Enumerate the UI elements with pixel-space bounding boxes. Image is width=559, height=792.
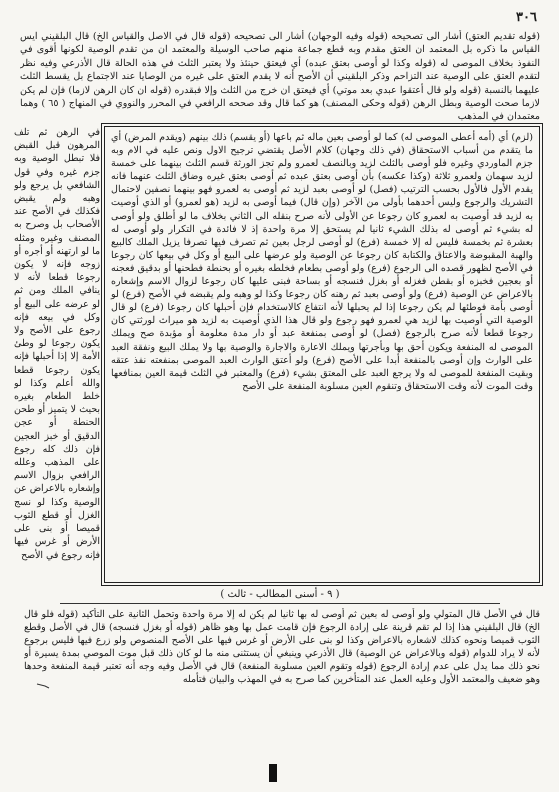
top-commentary — [20, 30, 540, 122]
side-commentary — [14, 126, 100, 584]
volume-label: ( ٩ - أسنى المطالب - ثالث ) — [220, 589, 340, 600]
side-commentary-text: في الرهن ثم تلف المرهون قبل القبض فلا تبطل الوصية وبه جزم غيره وفي قول الشافعي بل يرجع ولو وهبه ولم يقبض فكذلك في الأصح عند الأصحاب بل وصرح به المصنف وغيره ومثله ما لو ارتهنه أو أجره أو زوجه فإنه لا يكون رجوعا قطعا لأنه لا ينافي الملك ومن ثم لو عرضه على البيع أو وكل في بيعه فإنه رجوع على الأصح ولا يكون رجوعا لو وطئ الأمة إلا إذا أحبلها فإنه يكون رجوعا قطعا والله أعلم وكذا لو خلط الطعام بغيره بحيث لا يتميز أو طحن الحنطة أو عجن الدقيق أو خبز العجين فإن ذلك كله رجوع على المذهب وعلله الرافعي بزوال الاسم وإشعاره بالاعراض عن الوصية وكذا لو نسج الغزل أو قطع الثوب قميصا أو بنى على الأرض أو غرس فيها فإنه رجوع في الأصح — [14, 127, 100, 561]
top-commentary-text: (قوله تقديم العتق) أشار الى تصحيحه (قوله وفيه الوجهان) أشار الى تصحيحه (قوله قال في الاصل والقياس الخ) قال البلقيني ايس القياس ما ذكره بل المعتمد ان العتق مقدم وبه قطع جماعة منهم صاحب الوسيلة والمعتمد ان من تقدم الوصية لكونها أقوى في النفوذ بخلاف الموصى له (قوله وكذا لو أوصى بعتق عبده) أي فيعتق حينئذ ولا يعتبر الثلث في هذه الحالة قال الأذرعي وفيه نظر لتقدم العتق على الوصية عند التزاحم وذكر البلقيني أن الأصح أنه لا يقدم العتق على غيره من الوصايا عند الاجتماع بل يقسط الثلث عليهما بالنسبة (قوله ولو قال أعتقوا عبدي بعد موتي) أي فيعتق ان خرج من الثلث وإلا فبقدره (قوله ان كان الرهن لازما) فإن لم يكن لازما صحت الوصية وبطل الرهن (قوله وحكى المصنف) هو كما قال وقد صححه الرافعي في المحرر والنووي في المنهاج ( ٦٥ ) وهما معتمدان في المذهب — [20, 31, 540, 122]
bottom-commentary-text: قال في الأصل قال المتولي ولو أوصى له بعين ثم أوصى له بها ثانيا لم يكن له إلا مرة واحدة وتحمل الثانية على التأكيد (قوله فلو قال الخ) قال البلقيني هذا إذا لم تقم قرينة على إرادة الرجوع فإن قامت عمل بها وهو ظاهر (قوله أو بغزل فنسجه) قال في الأصل وقطع الثوب قميصا ونحوه كذلك لاشعاره بالاعراض وكذا لو بنى على الأرض أو غرس فيها على الأصح المنصوص ولو زرع فيها فليس برجوع لأنه لا يراد للدوام (قوله وبالاعراض عن الوصية) قال الأذرعي وينبغي أن يستثنى منه ما لو كان ذلك قبل موت الموصي بمدة يسيرة أو نحو ذلك مما يدل على عدم إرادة الرجوع (قوله وتقوم العين مسلوبة المنفعة) قال في الأصل وفيه وجه أنه تعتبر قيمة المنفعة وحدها وهو ضعيف والمعتمد الأول وعليه العمل عند المتأخرين كما صرح به في المهذب والبيان فتأمله — [24, 609, 540, 685]
divider-line — [60, 603, 500, 604]
bottom-commentary — [24, 608, 540, 740]
ink-mark — [36, 683, 50, 689]
binding-mark — [268, 764, 278, 782]
main-text: (لزم) أي (أمه أعطى الموصى له) كما لو أوصى بعين ماله ثم باعها (أو يقسم) ذلك بينهم (ويقدم المرض) أي ما يتقدم من أسباب الاستحقاق (في ذلك وجهان) كلام الأصل يقتضي ترجيح الاول ونص عليه في الام وبه جزم الماوردي وغيره فلو أوصى بالثلث لزيد وبالنصف لعمرو ولم تجز الورثة قسم الثلث بينهما على خمسة لزيد سهمان ولعمرو ثلاثة (وكذا عكسه) بأن أوصى بعتق عبده ثم أوصى بعتق غيره وضاق الثلث عنهما فانه يقدم الأول فالأول بحسب الترتيب (فصل) لو أوصى بعبد لزيد ثم أوصى به لعمرو فهو بينهما نصفين لاحتمال التشريك والرجوع وليس أحدهما بأولى من الآخر (وإن قال) فيما أوصى به لزيد (هو لعمرو) أو الذي أوصيت به لزيد قد أوصيت به لعمرو كان رجوعا عن الأولى لأنه صرح بنقله الى الثاني بخلاف ما لو أطلق ولو أوصى له بشيء ثم أوصى له بذلك الشيء ثانيا لم يستحق إلا مرة واحدة إذ لا فائدة في التكرار ولو أوصى له بعشرة ثم بخمسة فليس له إلا خمسة (فرع) لو أوصى لرجل بعين ثم تصرف فيها تصرفا يزيل الملك كالبيع والهبة المقبوضة والاعتاق والكتابة كان رجوعا عن الوصية ولو عرضها على البيع أو وكل في بيعها كان رجوعا في الأصح لظهور قصده الى الرجوع (فرع) ولو أوصى بطعام فخلطه بغيره أو بحنطة فطحنها أو بدقيق فعجنه أو بعجين فخبزه أو بقطن فغزله أو بغزل فنسجه أو بساحة فبنى عليها كان رجوعا لزوال الاسم وإشعاره بالاعراض عن الوصية (فرع) ولو أوصى بعبد ثم رهنه كان رجوعا وكذا لو وهبه ولم يقبضه في الأصح (فرع) لو أوصى بأمة فوطئها لم يكن رجوعا إذا لم يحبلها لأنه انتفاع كالاستخدام فإن أحبلها كان رجوعا (فرع) لو قال الوصية التي أوصيت بها لزيد هي لعمرو فهو رجوع ولو قال هذا الذي أوصيت به لزيد هو ميراث لورثتي كان رجوعا قطعا لأنه صرح بالرجوع (فصل) لو أوصى بمنفعة عبد أو دار مدة معلومة أو مؤبدة صح ويملك الموصى له المنفعة ويكون أحق بها وبأجرتها ويملك الاعارة والاجارة والوصية بها ولا يملك البيع ونفقة العبد على الوارث وإن أوصى بالمنفعة أبدا على الأصح (فرع) ولو أعتق الوارث العبد الموصى بمنفعته نفذ عتقه وبقيت المنفعة للموصى له ولا يرجع العبد على المعتق بشيء (فرع) والمعتبر في الثلث قيمة العين بمنافعها وقت الموت لأنه وقت الاستحقاق وتنقوم العين مسلوبة المنفعة على الأصح — [111, 132, 533, 392]
page-number: ٣٠٦ — [516, 10, 537, 25]
main-text-frame — [104, 126, 540, 583]
